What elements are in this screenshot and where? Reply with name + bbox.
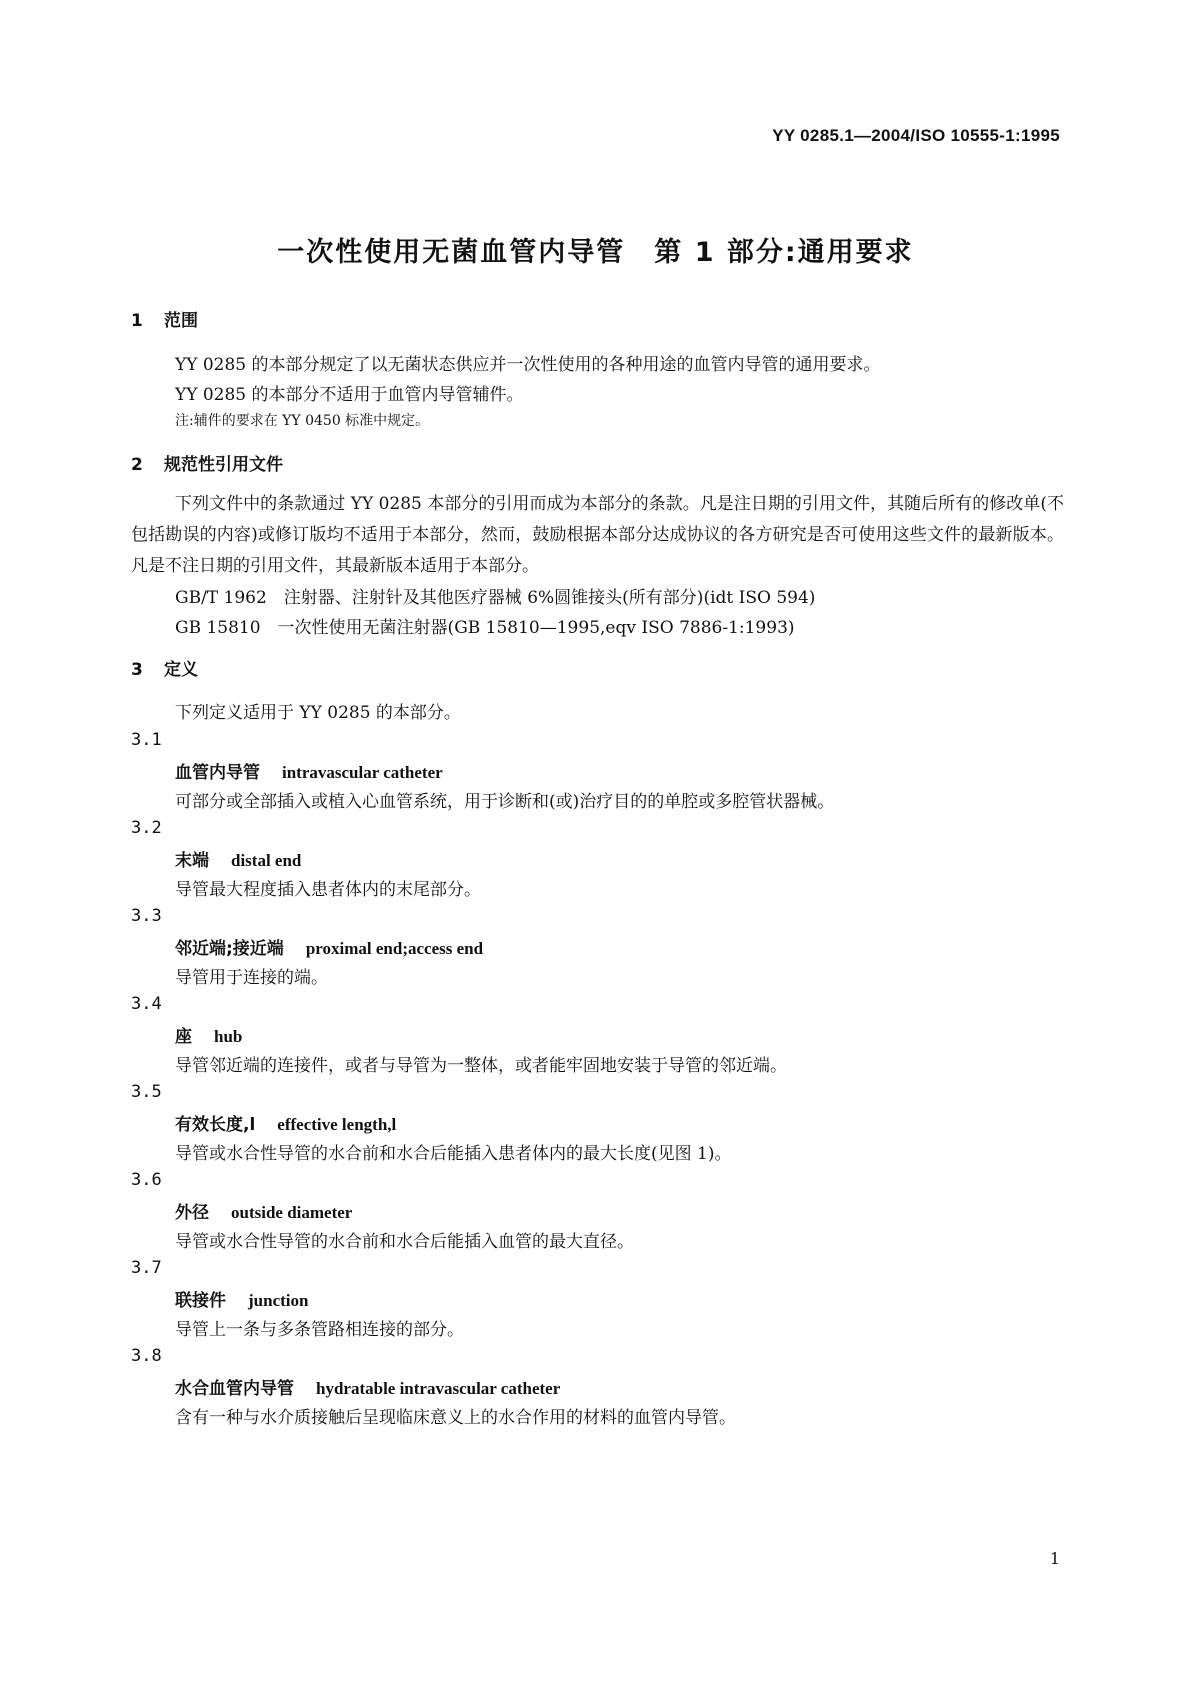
definitions-intro: 下列定义适用于 YY 0285 的本部分。 xyxy=(175,703,461,723)
term-english: hub xyxy=(214,1027,243,1046)
term-heading xyxy=(175,846,301,871)
term-english: proximal end;access end xyxy=(305,939,484,958)
term-definition: 可部分或全部插入或植入心血管系统，用于诊断和(或)治疗目的的单腔或多腔管状器械。 xyxy=(175,792,835,812)
page-number: 1 xyxy=(1049,1549,1060,1568)
term-english: hydratable intravascular catheter xyxy=(316,1379,561,1398)
section-number: 1 xyxy=(131,311,143,331)
section-heading-scope xyxy=(131,306,198,331)
document-title: 一次性使用无菌血管内导管 第 1 部分:通用要求 xyxy=(277,237,914,268)
section-heading-references xyxy=(131,450,283,475)
term-definition: 导管或水合性导管的水合前和水合后能插入患者体内的最大长度(见图 1)。 xyxy=(175,1144,732,1164)
section-number: 3 xyxy=(131,660,143,680)
term-heading xyxy=(175,1286,308,1311)
term-definition: 含有一种与水介质接触后呈现临床意义上的水合作用的材料的血管内导管。 xyxy=(175,1408,736,1428)
term-heading xyxy=(175,934,483,959)
clause-number: 3.5 xyxy=(131,1082,162,1102)
term-heading xyxy=(175,1110,396,1135)
term-heading xyxy=(175,758,443,783)
clause-number: 3.8 xyxy=(131,1346,162,1366)
term-heading xyxy=(175,1374,560,1399)
term-chinese: 邻近端;接近端 xyxy=(175,939,284,959)
term-chinese: 水合血管内导管 xyxy=(175,1379,294,1399)
section-title: 规范性引用文件 xyxy=(164,455,283,475)
clause-number: 3.2 xyxy=(131,818,162,838)
scope-note: 注:辅件的要求在 YY 0450 标准中规定。 xyxy=(175,413,430,429)
term-chinese: 联接件 xyxy=(175,1291,226,1311)
term-english: intravascular catheter xyxy=(282,763,443,782)
section-title: 范围 xyxy=(164,311,198,331)
clause-number: 3.3 xyxy=(131,906,162,926)
term-chinese: 座 xyxy=(175,1027,192,1047)
clause-number: 3.7 xyxy=(131,1258,162,1278)
term-english: junction xyxy=(248,1291,309,1310)
term-heading xyxy=(175,1022,242,1047)
section-heading-definitions xyxy=(131,655,198,680)
section-number: 2 xyxy=(131,455,143,475)
scope-paragraph-2: YY 0285 的本部分不适用于血管内导管辅件。 xyxy=(175,385,524,405)
term-definition: 导管上一条与多条管路相连接的部分。 xyxy=(175,1320,464,1340)
term-english: effective length,l xyxy=(277,1115,397,1134)
term-heading xyxy=(175,1198,352,1223)
scope-paragraph-1: YY 0285 的本部分规定了以无菌状态供应并一次性使用的各种用途的血管内导管的通用要求。 xyxy=(175,355,881,375)
term-definition: 导管最大程度插入患者体内的末尾部分。 xyxy=(175,880,481,900)
clause-number: 3.1 xyxy=(131,730,162,750)
term-chinese: 有效长度,l xyxy=(175,1115,256,1135)
term-english: outside diameter xyxy=(231,1203,353,1222)
references-intro-paragraph: 下列文件中的条款通过 YY 0285 本部分的引用而成为本部分的条款。凡是注日期的引用文件，其随后所有的修改单(不包括勘误的内容)或修订版均不适用于本部分，然而，鼓励根据本部分达成协议的各方研究是否可使用这些文件的最新版本。凡是不注日期的引用文件，其最新版本适用于本部分。 xyxy=(131,494,1064,576)
term-definition: 导管或水合性导管的水合前和水合后能插入血管的最大直径。 xyxy=(175,1232,634,1252)
clause-number: 3.4 xyxy=(131,994,162,1014)
reference-item: GB/T 1962 注射器、注射针及其他医疗器械 6%圆锥接头(所有部分)(idt ISO 594) xyxy=(175,588,816,608)
standard-code: YY 0285.1—2004/ISO 10555-1:1995 xyxy=(772,126,1060,145)
term-definition: 导管用于连接的端。 xyxy=(175,968,328,988)
term-chinese: 末端 xyxy=(175,851,209,871)
section-title: 定义 xyxy=(164,660,198,680)
term-english: distal end xyxy=(231,851,302,870)
clause-number: 3.6 xyxy=(131,1170,162,1190)
term-chinese: 外径 xyxy=(175,1203,209,1223)
term-chinese: 血管内导管 xyxy=(175,763,260,783)
reference-item: GB 15810 一次性使用无菌注射器(GB 15810—1995,eqv ISO 7886-1:1993) xyxy=(175,618,795,638)
term-definition: 导管邻近端的连接件，或者与导管为一整体，或者能牢固地安装于导管的邻近端。 xyxy=(175,1056,787,1076)
